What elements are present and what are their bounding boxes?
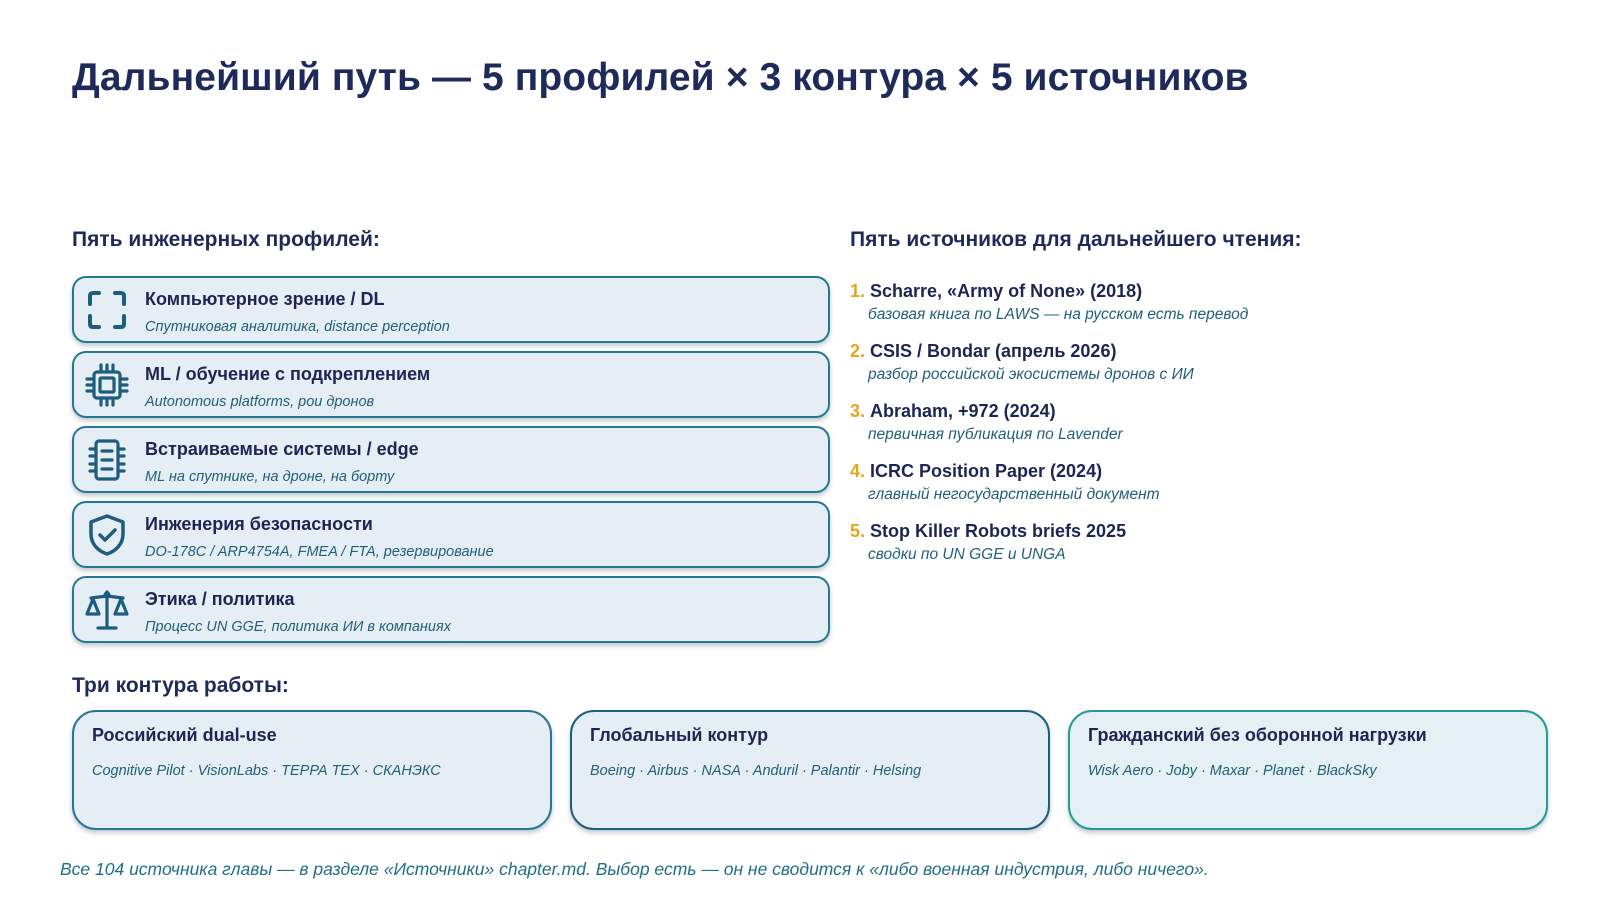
source-subtitle: базовая книга по LAWS — на русском есть перевод	[868, 306, 1249, 323]
contour-card-civil	[1068, 710, 1548, 830]
source-number: 4.	[850, 461, 866, 481]
profile-subtitle: Autonomous platforms, рои дронов	[145, 394, 375, 410]
source-subtitle: первичная публикация по Lavender	[868, 426, 1123, 443]
source-subtitle: главный негосударственный документ	[868, 486, 1160, 503]
contour-card-russian	[72, 710, 552, 830]
profile-card-ml-rl	[72, 351, 830, 418]
contour-card-global	[570, 710, 1050, 830]
source-item	[850, 521, 1550, 581]
contours-row	[72, 710, 1548, 830]
source-title: Scharre, «Army of None» (2018)	[870, 281, 1143, 301]
profile-subtitle: Процесс UN GGE, политика ИИ в компаниях	[145, 619, 451, 635]
sources-heading: Пять источников для дальнейшего чтения:	[850, 228, 1302, 251]
profile-card-embedded	[72, 426, 830, 493]
profiles-heading: Пять инженерных профилей:	[72, 228, 380, 251]
source-item	[850, 401, 1550, 461]
contour-companies: Cognitive Pilot · VisionLabs · ТЕРРА ТЕХ · СКАНЭКС	[92, 763, 441, 779]
source-item	[850, 281, 1550, 341]
profile-subtitle: DO-178C / ARP4754A, FMEA / FTA, резервирование	[145, 544, 494, 560]
source-number: 2.	[850, 341, 866, 361]
embedded-board-icon	[84, 437, 130, 483]
contour-title: Глобальный контур	[590, 725, 769, 745]
contour-title: Российский dual-use	[92, 725, 277, 745]
profile-subtitle: ML на спутнике, на дроне, на борту	[145, 469, 395, 485]
profile-card-computer-vision	[72, 276, 830, 343]
source-subtitle: сводки по UN GGE и UNGA	[868, 546, 1066, 563]
scales-icon	[84, 587, 130, 633]
focus-frame-icon	[84, 287, 130, 333]
sources-list	[850, 281, 1550, 581]
source-title: CSIS / Bondar (апрель 2026)	[870, 341, 1117, 361]
contour-title: Гражданский без оборонной нагрузки	[1088, 725, 1427, 745]
cpu-chip-icon	[84, 362, 130, 408]
profile-title: ML / обучение с подкреплением	[145, 364, 431, 384]
source-number: 3.	[850, 401, 866, 421]
page-title: Дальнейший путь — 5 профилей × 3 контура × 5 источников	[72, 56, 1249, 99]
profile-card-safety	[72, 501, 830, 568]
profile-card-ethics	[72, 576, 830, 643]
source-title: Abraham, +972 (2024)	[870, 401, 1056, 421]
shield-check-icon	[84, 512, 130, 558]
source-item	[850, 461, 1550, 521]
profiles-list	[72, 276, 830, 651]
contour-companies: Wisk Aero · Joby · Maxar · Planet · BlackSky	[1088, 763, 1377, 779]
source-subtitle: разбор российской экосистемы дронов с ИИ	[868, 366, 1194, 383]
source-item	[850, 341, 1550, 401]
profile-title: Инженерия безопасности	[145, 514, 373, 534]
footer-note: Все 104 источника главы — в разделе «Источники» chapter.md. Выбор есть — он не сводится к «либо военная индустрия, либо ничего».	[60, 859, 1209, 879]
profile-title: Компьютерное зрение / DL	[145, 289, 385, 309]
source-number: 5.	[850, 521, 866, 541]
profile-title: Этика / политика	[145, 589, 295, 609]
source-title: Stop Killer Robots briefs 2025	[870, 521, 1127, 541]
profile-subtitle: Спутниковая аналитика, distance perception	[145, 319, 450, 335]
source-title: ICRC Position Paper (2024)	[870, 461, 1103, 481]
contours-heading: Три контура работы:	[72, 674, 289, 697]
source-number: 1.	[850, 281, 866, 301]
contour-companies: Boeing · Airbus · NASA · Anduril · Palantir · Helsing	[590, 763, 922, 779]
profile-title: Встраиваемые системы / edge	[145, 439, 419, 459]
